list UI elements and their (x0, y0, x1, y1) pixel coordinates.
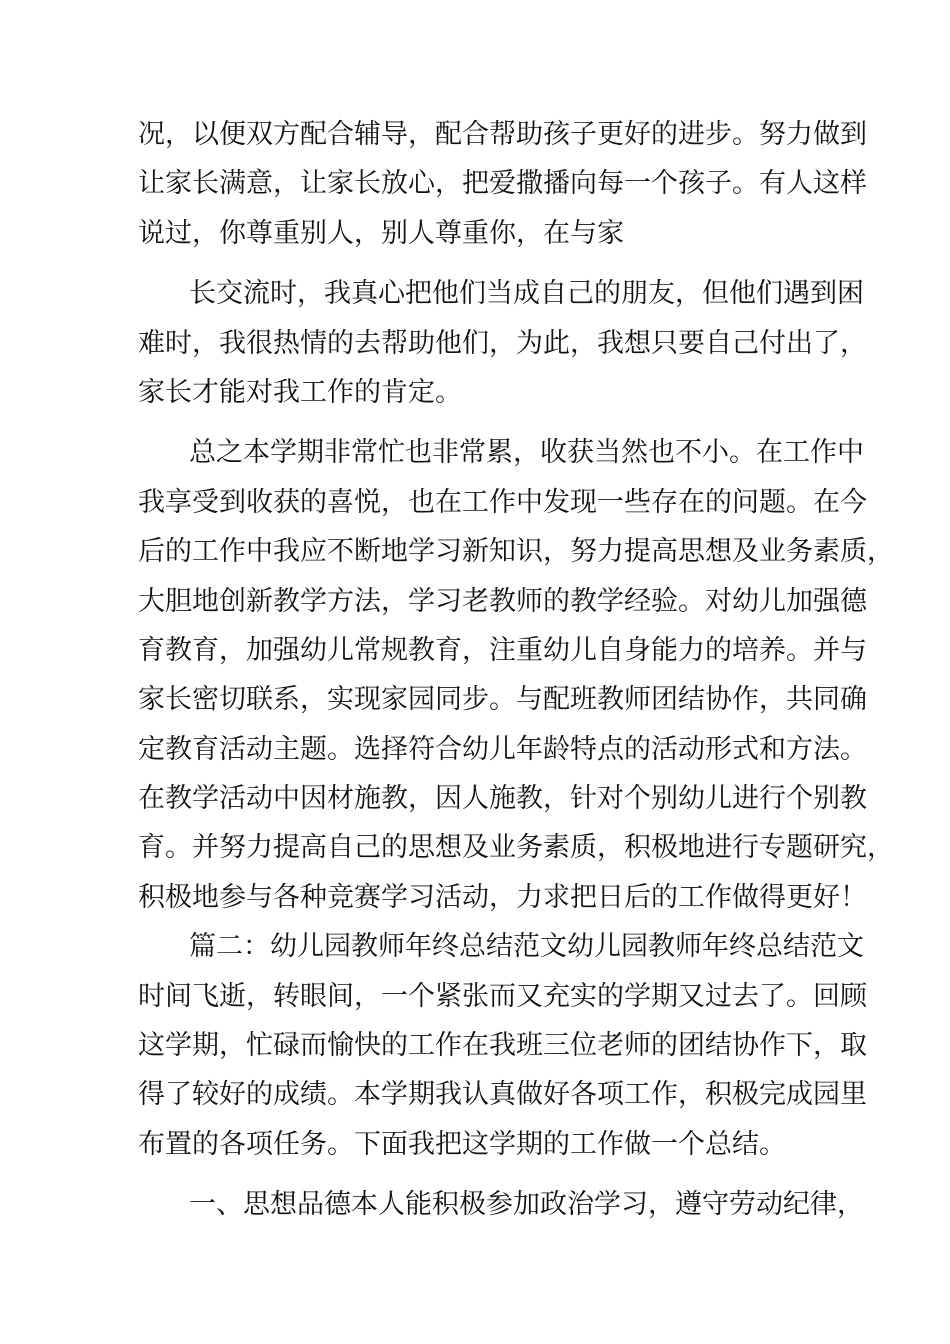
text-line: 大胆地创新教学方法，学习老教师的教学经验。对幼儿加强德 (138, 585, 867, 617)
text-line: 说过，你尊重别人，别人尊重你，在与家 (138, 217, 624, 249)
paragraph (138, 922, 867, 1169)
body-text (138, 110, 894, 1230)
text-line: 得了较好的成绩。本学期我认真做好各项工作，积极完成园里 (138, 1079, 867, 1111)
text-line: 积极地参与各种竞赛学习活动，力求把日后的工作做得更好！ (138, 881, 867, 913)
text-line: 家长密切联系，实现家园同步。与配班教师团结协作，共同确 (138, 684, 867, 716)
text-line: 一、思想品德本人能积极参加政治学习，遵守劳动纪律， (189, 1189, 864, 1221)
text-line: 我享受到收获的喜悦，也在工作中发现一些存在的问题。在今 (138, 486, 867, 518)
text-line: 时间飞逝，转眼间，一个紧张而又充实的学期又过去了。回顾 (138, 980, 867, 1012)
text-line: 育教育，加强幼儿常规教育，注重幼儿自身能力的培养。并与 (138, 634, 867, 666)
text-line: 长交流时，我真心把他们当成自己的朋友，但他们遇到困 (189, 278, 864, 310)
text-line: 育。并努力提高自己的思想及业务素质，积极地进行专题研究， (138, 832, 894, 864)
paragraph (138, 269, 867, 417)
text-line: 况，以便双方配合辅导，配合帮助孩子更好的进步。努力做到 (138, 119, 867, 150)
paragraph (138, 1180, 864, 1229)
text-line: 家长才能对我工作的肯定。 (138, 376, 462, 408)
text-line: 布置的各项任务。下面我把这学期的工作做一个总结。 (138, 1128, 786, 1160)
text-line: 难时，我很热情的去帮助他们，为此，我想只要自己付出了， (138, 327, 867, 359)
text-line: 在教学活动中因材施教，因人施教，针对个别幼儿进行个别教 (138, 783, 867, 815)
paragraph (138, 110, 867, 258)
text-line: 让家长满意，让家长放心，把爱撒播向每一个孩子。有人这样 (138, 168, 867, 200)
text-line: 总之本学期非常忙也非常累，收获当然也不小。在工作中 (189, 437, 864, 469)
text-line: 篇二：幼儿园教师年终总结范文幼儿园教师年终总结范文 (189, 931, 864, 963)
text-line: 后的工作中我应不断地学习新知识，努力提高思想及业务素质， (138, 536, 894, 568)
text-line: 定教育活动主题。选择符合幼儿年龄特点的活动形式和方法。 (138, 733, 867, 765)
paragraph (138, 428, 894, 922)
text-line: 这学期，忙碌而愉快的工作在我班三位老师的团结协作下，取 (138, 1030, 867, 1062)
